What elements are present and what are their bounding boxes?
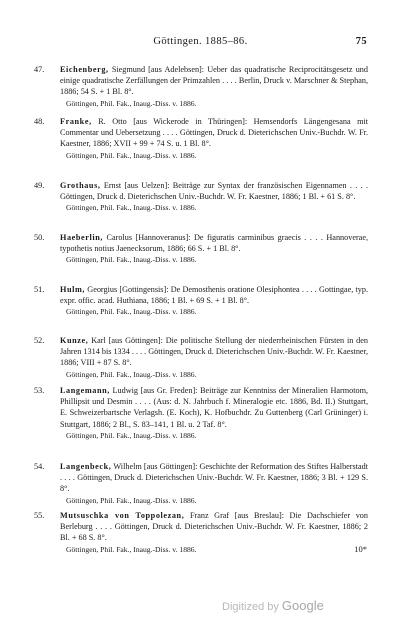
entry-dissertation-info: Göttingen, Phil. Fak., Inaug.-Diss. v. 1886. bbox=[66, 203, 197, 213]
entry-number: 50. bbox=[34, 233, 45, 242]
entry-number: 49. bbox=[34, 181, 45, 190]
entry-author: Kunze, bbox=[60, 336, 89, 345]
page-number: 75 bbox=[355, 36, 367, 47]
entry-54 bbox=[34, 461, 368, 506]
entry-49 bbox=[34, 180, 368, 214]
entry-body bbox=[60, 284, 368, 318]
entry-body bbox=[60, 385, 368, 441]
entry-author: Franke, bbox=[60, 117, 92, 126]
entry-text: Karl [aus Göttingen]: Die politische Stellung der niederrheinischen Fürsten in den Jahren 1314 bis 1334 . . . . Göttingen, Druck d. Dieterichschen Univ.-Buchdr. W. Fr. Kaestner, 1886; VIII + 87 S. 8°. bbox=[60, 336, 368, 368]
entry-number: 48. bbox=[34, 117, 45, 126]
entry-author: Mutsuschka von Toppolezan, bbox=[60, 511, 185, 520]
entry-body bbox=[60, 180, 368, 214]
entry-text: Wilhelm [aus Göttingen]: Geschichte der Reformation des Stiftes Halberstadt . . . . Göttingen, Druck d. Dieterichschen Univ.-Buchdr. W. Fr. Kaestner, 1886; 3 Bl. + 129 S. 8°. bbox=[60, 462, 368, 494]
entry-dissertation-info: Göttingen, Phil. Fak., Inaug.-Diss. v. 1886. bbox=[66, 495, 197, 505]
entry-dissertation-info: Göttingen, Phil. Fak., Inaug.-Diss. v. 1886. bbox=[66, 369, 197, 379]
entry-number: 51. bbox=[34, 285, 45, 294]
entry-text: Carolus [Hannoveranus]: De figuratis carminibus graecis . . . . Hannoverae, typothetis notius Jaenecksorum, 1886; 66 S. + 1 Bl. 8°. bbox=[60, 233, 368, 254]
google-watermark bbox=[222, 598, 324, 613]
entry-47 bbox=[34, 64, 368, 109]
entry-body bbox=[60, 116, 368, 161]
entry-dissertation-info: Göttingen, Phil. Fak., Inaug.-Diss. v. 1886. bbox=[66, 544, 197, 554]
entry-author: Langenbeck, bbox=[60, 462, 112, 471]
entry-body bbox=[60, 232, 368, 266]
entry-author: Eichenberg, bbox=[60, 65, 109, 74]
entry-number: 53. bbox=[34, 386, 45, 395]
entry-number: 55. bbox=[34, 511, 45, 520]
entry-dissertation-info: Göttingen, Phil. Fak., Inaug.-Diss. v. 1886. bbox=[66, 430, 197, 440]
entry-text: Ludwig [aus Gr. Freden]: Beiträge zur Kenntniss der Mineralien Harmotom, Phillipsit und Desmin . . . . (Aus: d. N. Jahrbuch f. Mineralogie etc. 1886, Bd. II.) Stuttgart, E. Schweizerbartsche Verlagsh. (E. Koch), K. Hofbuchdr. Zu Guttenberg (Carl Grüninger) i. Stuttgart, 1886; 2 Bl., S. 83–141, 1 Bl. u. 2 Taf. 8°. bbox=[60, 386, 368, 429]
entry-text: Georgius [Gottingensis]: De Demosthenis oratione Olesiphontea . . . . Gottingae, typ. expr. offic. acad. Huthiana, 1886; 1 Bl. + 69 S. + 1 Bl. 8°. bbox=[60, 285, 368, 306]
entry-author: Langemann, bbox=[60, 386, 110, 395]
entry-body bbox=[60, 335, 368, 380]
entry-number: 52. bbox=[34, 336, 45, 345]
entry-text: R. Otto [aus Wickerode in Thüringen]: Hemsendorfs Längengesana mit Commentar und Uebersetzung . . . . Göttingen, Druck d. Dieterichschen Univ.-Buchdr. W. Fr. Kaestner, 1886; XVII + 99 + 74 S. u. 1 Bl. 8°. bbox=[60, 117, 368, 149]
watermark-prefix: Digitized by bbox=[222, 601, 279, 613]
signature-mark: 10* bbox=[354, 544, 367, 554]
entry-author: Grothaus, bbox=[60, 181, 101, 190]
entry-body bbox=[60, 461, 368, 506]
entry-55 bbox=[34, 510, 368, 555]
entry-50 bbox=[34, 232, 368, 266]
watermark-brand: Google bbox=[281, 598, 324, 613]
entry-body bbox=[60, 64, 368, 109]
entry-dissertation-info: Göttingen, Phil. Fak., Inaug.-Diss. v. 1886. bbox=[66, 98, 197, 108]
entry-51 bbox=[34, 284, 368, 318]
entry-53 bbox=[34, 385, 368, 441]
entry-text: Siegmund [aus Adelebsen]: Ueber das quadratische Reciprocitätsgesetz und einige quadratische Zerfällungen der Primzahlen . . . . Berlin, Druck v. Marschner & Stephan, 1886; 54 S. + 1 Bl. 8°. bbox=[60, 65, 368, 97]
entry-dissertation-info: Göttingen, Phil. Fak., Inaug.-Diss. v. 1886. bbox=[66, 150, 197, 160]
entry-52 bbox=[34, 335, 368, 380]
entry-body bbox=[60, 510, 368, 555]
running-header bbox=[34, 36, 367, 50]
entry-text: Franz Graf [aus Breslau]: Die Dachschiefer von Berleburg . . . . Göttingen, Druck d. Dieterichschen Univ.-Buchdr. W. Fr. Kaestner, 1886; 2 Bl. + 68 S. 8°. bbox=[60, 511, 368, 543]
entry-text: Ernst [aus Uelzen]: Beiträge zur Syntax der französischen Eigennamen . . . . Göttingen, Druck d. Dieterichschen Univ.-Buchdr. W. Fr. Kaestner, 1886; 1 Bl. + 61 S. 8°. bbox=[60, 181, 368, 202]
entry-48 bbox=[34, 116, 368, 161]
entry-number: 47. bbox=[34, 65, 45, 74]
entry-author: Haeberlin, bbox=[60, 233, 104, 242]
entry-number: 54. bbox=[34, 462, 45, 471]
running-title: Göttingen. 1885–86. bbox=[153, 36, 248, 47]
entry-dissertation-info: Göttingen, Phil. Fak., Inaug.-Diss. v. 1886. bbox=[66, 307, 197, 317]
entry-author: Hulm, bbox=[60, 285, 86, 294]
entry-dissertation-info: Göttingen, Phil. Fak., Inaug.-Diss. v. 1886. bbox=[66, 255, 197, 265]
